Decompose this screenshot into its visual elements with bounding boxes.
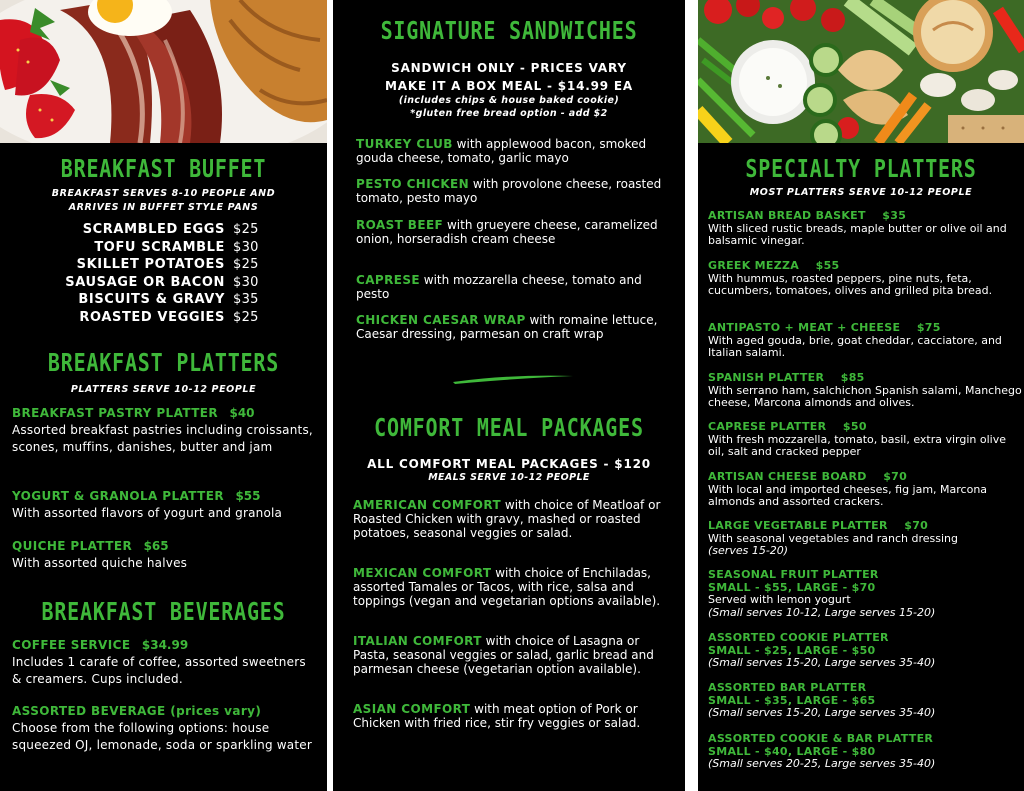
list-item [0,310,327,328]
list-item [0,257,327,275]
item-price: $25 [233,309,259,325]
item-name: SPANISH PLATTER [708,371,825,384]
item-name: ROAST BEEF [356,218,444,232]
menu-item [12,638,317,687]
item-name: BISCUITS & GRAVY [78,292,225,308]
item-serving-note: (serves 15-20) [708,544,789,557]
menu-item [353,566,673,608]
list-item [0,275,327,293]
item-name: LARGE VEGETABLE PLATTER [708,519,888,532]
item-name: SCRAMBLED EGGS [82,222,225,237]
item-name: COFFEE SERVICE [12,638,131,652]
item-description: Served with lemon yogurt [708,593,851,606]
menu-item [12,704,317,753]
item-description: With serrano ham, salchichon Spanish salami, Manchego cheese, Marcona almonds and olives. [708,383,1022,409]
gluten-free-note: *gluten free bread option - add $2 [410,108,608,119]
list-item [0,292,327,310]
menu-item [708,421,1024,459]
item-serving-note: (Small serves 15-20, Large serves 35-40) [708,706,936,719]
menu-item [708,520,1024,558]
signature-sandwiches-heading: SIGNATURE SANDWICHES [380,16,638,45]
item-name: QUICHE PLATTER [12,539,133,553]
item-description: with grueyere cheese, caramelized onion, horseradish cream cheese [356,218,658,246]
item-price: $30 [233,274,259,290]
item-description: With hummus, roasted peppers, pine nuts, feta, cucumbers, tomatoes, olives and grilled pita bread. [708,271,993,297]
item-price: $40 [229,406,255,420]
menu-item [356,313,671,341]
item-size-prices: SMALL - $55, LARGE - $70 [708,580,876,594]
item-name: PESTO CHICKEN [356,177,470,191]
list-item [0,222,327,240]
item-name: ASSORTED COOKIE & BAR PLATTER [708,732,934,745]
item-price: $55 [235,489,261,503]
item-price: $34.99 [141,638,189,652]
item-description: Assorted breakfast pastries including croissants, scones, muffins, danishes, butter and jam [12,423,313,454]
specialty-platters-heading: SPECIALTY PLATTERS [745,154,977,183]
item-size-prices: SMALL - $25, LARGE - $50 [708,643,876,657]
menu-item [708,471,1024,509]
item-name: ARTISAN CHEESE BOARD [708,470,867,483]
comfort-meal-serves: MEALS SERVE 10-12 PEOPLE [428,472,590,483]
menu-item [708,682,1024,720]
item-price: $30 [233,239,259,255]
menu-item [708,210,1024,248]
breakfast-platters-subtitle: PLATTERS SERVE 10-12 PEOPLE [70,384,257,395]
item-description: Includes 1 carafe of coffee, assorted sweetners & creamers. Cups included. [12,655,306,686]
item-description: With assorted quiche halves [12,556,188,570]
item-price: $25 [233,257,259,273]
menu-item [708,569,1024,619]
item-size-prices: SMALL - $40, LARGE - $80 [708,744,876,758]
item-name: YOGURT & GRANOLA PLATTER [12,489,224,503]
item-name: SKILLET POTATOES [76,257,225,273]
menu-item [708,260,1024,298]
item-price: $35 [882,209,907,222]
swoosh-divider [451,370,576,386]
breakfast-platters-heading: BREAKFAST PLATTERS [47,348,280,377]
left-panel [0,0,327,791]
item-name: MEXICAN COMFORT [353,566,492,580]
item-description: With sliced rustic breads, maple butter or olive oil and balsamic vinegar. [708,221,1007,247]
item-price: $25 [233,222,259,237]
sandwich-pricing-note: SANDWICH ONLY - PRICES VARY [391,61,627,75]
breakfast-buffet-heading: BREAKFAST BUFFET [60,154,267,183]
item-description: with provolone cheese, roasted tomato, pesto mayo [356,177,662,205]
item-name: GREEK MEZZA [708,259,800,272]
item-name: ITALIAN COMFORT [353,634,482,648]
item-name: ASSORTED COOKIE PLATTER [708,631,889,644]
item-name: ARTISAN BREAD BASKET [708,209,866,222]
item-name: CAPRESE [356,273,420,287]
item-name: CHICKEN CAESAR WRAP [356,313,526,327]
item-price: $50 [842,420,867,433]
breakfast-buffet-list [0,222,327,328]
item-serving-note: (Small serves 20-25, Large serves 35-40) [708,757,936,770]
menu-item [356,273,671,301]
right-panel [698,0,1024,791]
menu-item [708,372,1024,410]
menu-item [12,539,324,570]
item-name: ASIAN COMFORT [353,702,471,716]
menu-item [353,634,673,676]
item-price: $75 [916,321,941,334]
box-meal-price: MAKE IT A BOX MEAL - $14.99 EA [385,79,633,93]
item-description: With local and imported cheeses, fig jam, Marcona almonds and assorted crackers. [708,482,988,508]
menu-item [12,406,324,455]
item-name: BREAKFAST PASTRY PLATTER [12,406,219,420]
menu-item [353,498,673,540]
item-description: with choice of Meatloaf or Roasted Chicken with gravy, mashed or roasted potatoes, seasonal veggies or salad. [353,498,661,540]
item-description: With seasonal vegetables and ranch dressing [708,531,958,545]
menu-item [356,218,671,246]
item-name: SAUSAGE OR BACON [65,274,225,290]
vegetable-platter-photo [698,0,1024,143]
item-serving-note: (Small serves 15-20, Large serves 35-40) [708,656,936,669]
item-price: $55 [815,259,840,272]
item-description: Choose from the following options: house squeezed OJ, lemonade, soda or sparkling water [12,721,312,752]
breakfast-photo [0,0,327,143]
menu-item [708,632,1024,670]
item-price: $70 [883,470,908,483]
breakfast-buffet-subtitle: BREAKFAST SERVES 8-10 PEOPLE AND ARRIVES IN BUFFET STYLE PANS [51,188,276,213]
item-name: AMERICAN COMFORT [353,498,502,512]
item-description: with romaine lettuce, Caesar dressing, parmesan on craft wrap [356,313,658,341]
menu-item [353,702,673,730]
item-description: With fresh mozzarella, tomato, basil, extra virgin olive oil, salt and cracked pepper [708,432,1006,458]
box-meal-includes: (includes chips & house baked cookie) [398,95,620,106]
item-name: SEASONAL FRUIT PLATTER [708,568,879,581]
menu-item [356,137,671,165]
item-name: TURKEY CLUB [356,137,453,151]
item-serving-note: (Small serves 10-12, Large serves 15-20) [708,605,936,619]
item-name: ROASTED VEGGIES [79,309,225,325]
item-description: With aged gouda, brie, goat cheddar, cacciatore, and Italian salami. [708,333,1002,359]
item-price: $35 [233,292,259,308]
menu-item [708,322,1024,360]
item-description: with choice of Enchiladas, assorted Tamales or Tacos, with rice, salsa and toppings (vegan and vegetarian options available). [353,566,661,608]
list-item [0,240,327,258]
comfort-meal-heading: COMFORT MEAL PACKAGES [374,413,644,442]
item-price: $70 [904,519,929,532]
menu-item [356,177,671,205]
item-size-prices: SMALL - $35, LARGE - $65 [708,693,876,707]
item-description: with applewood bacon, smoked gouda cheese, tomato, garlic mayo [356,137,647,165]
breakfast-beverages-heading: BREAKFAST BEVERAGES [41,597,286,626]
item-name: CAPRESE PLATTER [708,420,827,433]
item-description: with choice of Lasagna or Pasta, seasonal veggies or salad, garlic bread and parmesan cheese (vegetarian option available). [353,634,654,676]
item-name: ANTIPASTO + MEAT + CHEESE [708,321,901,334]
comfort-meal-price: ALL COMFORT MEAL PACKAGES - $120 [367,457,651,471]
item-description: With assorted flavors of yogurt and granola [12,506,283,520]
center-panel [333,0,685,791]
item-name: TOFU SCRAMBLE [94,239,225,255]
menu-item [708,733,1024,771]
item-price: $65 [143,539,169,553]
item-name: ASSORTED BEVERAGE (prices vary) [12,704,262,718]
specialty-platters-subtitle: MOST PLATTERS SERVE 10-12 PEOPLE [749,187,973,198]
menu-item [12,489,324,520]
item-description: with mozzarella cheese, tomato and pesto [356,273,642,301]
item-description: with meat option of Pork or Chicken with fried rice, stir fry veggies or salad. [353,702,641,730]
item-name: ASSORTED BAR PLATTER [708,681,867,694]
item-price: $85 [840,371,865,384]
